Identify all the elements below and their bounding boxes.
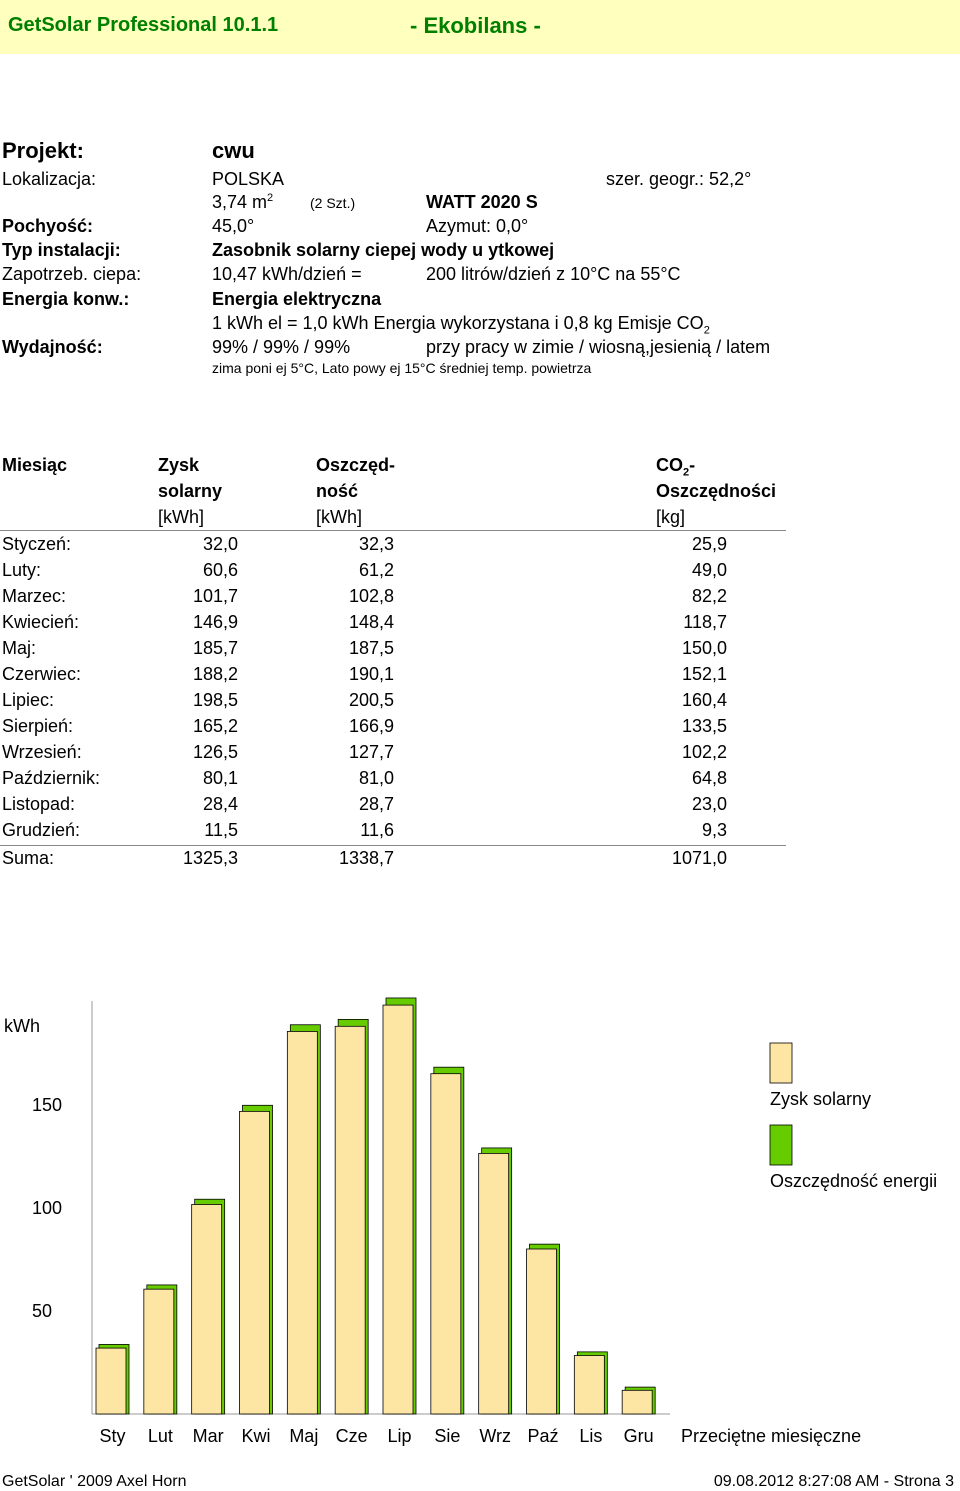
bar-zysk-solarny: [527, 1249, 557, 1414]
y-tick-label: 100: [32, 1198, 63, 1218]
cell-zysk: 28,4: [202, 794, 238, 814]
bar-zysk-solarny: [479, 1153, 509, 1414]
cell-co2: 9,3: [701, 820, 727, 840]
zapotrzeb-detail: 200 litrów/dzień z 10°C na 55°C: [426, 264, 681, 284]
bar-zysk-solarny: [383, 1005, 413, 1414]
table-sum-rule: [0, 845, 786, 846]
x-tick-label: Cze: [335, 1426, 368, 1446]
x-tick-label: Gru: [623, 1426, 654, 1446]
cell-month: Kwiecień:: [2, 612, 80, 632]
x-axis-label: Przeciętne miesięczne: [681, 1426, 862, 1446]
app-title: GetSolar Professional 10.1.1: [8, 14, 279, 36]
bar-zysk-solarny: [622, 1390, 652, 1414]
collector-model: WATT 2020 S: [426, 192, 538, 212]
cell-zysk: 165,2: [192, 716, 238, 736]
cell-oszczednosc: 200,5: [348, 690, 394, 710]
legend-label-zysk: Zysk solarny: [770, 1089, 872, 1109]
cell-zysk: 185,7: [192, 638, 238, 658]
cell-co2: 49,0: [691, 560, 727, 580]
bar-zysk-solarny: [96, 1348, 126, 1414]
cell-co2: 152,1: [681, 664, 727, 684]
wydajnosc-note: zima poni ej 5°C, Lato powy ej 15°C średniej temp. powietrza: [212, 360, 592, 376]
col-header-zysk: Zysk: [158, 455, 200, 475]
x-tick-label: Wrz: [479, 1426, 512, 1446]
cell-oszczednosc: 61,2: [358, 560, 394, 580]
energia-value: Energia elektryczna: [212, 289, 382, 309]
col-header-co2-2: Oszczędności: [656, 481, 777, 501]
cell-month: Czerwiec:: [2, 664, 82, 684]
cell-zysk: 80,1: [202, 768, 238, 788]
footer-right: 09.08.2012 8:27:08 AM - Strona 3: [713, 1473, 954, 1490]
cell-co2: 133,5: [681, 716, 727, 736]
cell-zysk: 188,2: [192, 664, 238, 684]
cell-co2: 25,9: [691, 534, 727, 554]
bar-zysk-solarny: [144, 1289, 174, 1414]
geo-latitude: szer. geogr.: 52,2°: [606, 169, 752, 189]
lokalizacja-value: POLSKA: [212, 169, 285, 189]
cell-month: Lipiec:: [2, 690, 55, 710]
x-tick-label: Sty: [99, 1426, 126, 1446]
x-tick-label: Lut: [147, 1426, 173, 1446]
cell-month: Maj:: [2, 638, 37, 658]
typ-value: Zasobnik solarny ciepej wody u ytkowej: [212, 240, 555, 260]
cell-month: Luty:: [2, 560, 42, 580]
cell-co2: 160,4: [681, 690, 727, 710]
projekt-value: cwu: [212, 138, 255, 163]
cell-month: Suma:: [2, 848, 55, 868]
footer-left: GetSolar ' 2009 Axel Horn: [2, 1473, 187, 1490]
bar-zysk-solarny: [240, 1111, 270, 1414]
cell-oszczednosc: 190,1: [348, 664, 394, 684]
y-axis-label: kWh: [4, 1016, 40, 1036]
col-header-osz: Oszczęd-: [316, 455, 396, 475]
col-header-co2-unit: [kg]: [656, 507, 686, 527]
lokalizacja-label: Lokalizacja:: [2, 169, 97, 189]
typ-label: Typ instalacji:: [2, 240, 121, 260]
report-title: - Ekobilans -: [410, 13, 541, 38]
pochylosc-label: Pochyość:: [2, 216, 94, 236]
bar-zysk-solarny: [431, 1074, 461, 1414]
zapotrzeb-value: 10,47 kWh/dzień =: [212, 264, 362, 284]
cell-month: Styczeń:: [2, 534, 72, 554]
cell-co2: 150,0: [681, 638, 727, 658]
cell-zysk: 60,6: [202, 560, 238, 580]
cell-co2: 23,0: [691, 794, 727, 814]
legend-label-oszczednosc: Oszczędność energii: [770, 1171, 938, 1191]
cell-zysk: 101,7: [192, 586, 238, 606]
legend-swatch-oszczednosc: [770, 1125, 792, 1165]
cell-oszczednosc: 187,5: [348, 638, 394, 658]
col-header-osz-unit: [kWh]: [316, 507, 363, 527]
report-header: [0, 0, 960, 54]
cell-zysk: 126,5: [192, 742, 238, 762]
cell-month: Październik:: [2, 768, 101, 788]
cell-co2: 82,2: [691, 586, 727, 606]
projekt-label: Projekt:: [2, 138, 84, 163]
col-header-zysk-unit: [kWh]: [158, 507, 205, 527]
energia-detail: 1 kWh el = 1,0 kWh Energia wykorzystana i 0,8 kg Emisje $CO_2$: [212, 313, 710, 337]
bar-zysk-solarny: [192, 1204, 222, 1414]
cell-zysk: 1325,3: [182, 848, 238, 868]
y-tick-label: 50: [32, 1301, 53, 1321]
pochylosc-value: 45,0°: [212, 216, 255, 236]
cell-oszczednosc: 127,7: [348, 742, 394, 762]
x-tick-label: Kwi: [241, 1426, 271, 1446]
cell-oszczednosc: 28,7: [358, 794, 394, 814]
x-tick-label: Sie: [434, 1426, 461, 1446]
cell-oszczednosc: 102,8: [348, 586, 394, 606]
wydajnosc-value: 99% / 99% / 99%: [212, 337, 351, 357]
cell-month: Marzec:: [2, 586, 67, 606]
cell-month: Grudzień:: [2, 820, 81, 840]
cell-co2: 102,2: [681, 742, 727, 762]
energia-label: Energia konw.:: [2, 289, 130, 309]
col-header-osz-2: ność: [316, 481, 359, 501]
cell-co2: 118,7: [683, 612, 727, 632]
cell-zysk: 146,9: [192, 612, 238, 632]
azymut-value: Azymut: 0,0°: [426, 216, 529, 236]
bar-chart: [0, 995, 960, 1465]
collector-area: 3,74 $m^2$: [212, 192, 274, 212]
cell-oszczednosc: 11,6: [360, 820, 394, 840]
x-tick-label: Maj: [289, 1426, 319, 1446]
cell-co2: 1071,0: [671, 848, 727, 868]
x-tick-label: Paź: [527, 1426, 559, 1446]
y-tick-label: 150: [32, 1095, 63, 1115]
bar-zysk-solarny: [287, 1031, 317, 1414]
cell-month: Sierpień:: [2, 716, 74, 736]
x-tick-label: Mar: [192, 1426, 224, 1446]
cell-zysk: 11,5: [204, 820, 238, 840]
bar-zysk-solarny: [335, 1026, 365, 1414]
cell-zysk: 32,0: [202, 534, 238, 554]
x-tick-label: Lis: [579, 1426, 603, 1446]
col-header-co2: $CO_2-$: [656, 455, 696, 479]
table-header-rule: [0, 530, 786, 531]
cell-month: Wrzesień:: [2, 742, 82, 762]
collector-count: (2 Szt.): [310, 195, 356, 211]
zapotrzeb-label: Zapotrzeb. ciepa:: [2, 264, 142, 284]
cell-month: Listopad:: [2, 794, 76, 814]
col-header-zysk-2: solarny: [158, 481, 223, 501]
cell-co2: 64,8: [691, 768, 727, 788]
cell-oszczednosc: 166,9: [348, 716, 394, 736]
wydajnosc-detail: przy pracy w zimie / wiosną,jesienią / latem: [426, 337, 771, 357]
cell-zysk: 198,5: [192, 690, 238, 710]
wydajnosc-label: Wydajność:: [2, 337, 103, 357]
cell-oszczednosc: 32,3: [358, 534, 394, 554]
legend-swatch-zysk: [770, 1043, 792, 1083]
cell-oszczednosc: 1338,7: [338, 848, 394, 868]
x-tick-label: Lip: [387, 1426, 412, 1446]
col-header-month: Miesiąc: [2, 455, 68, 475]
bar-zysk-solarny: [574, 1355, 604, 1414]
cell-oszczednosc: 148,4: [348, 612, 394, 632]
cell-oszczednosc: 81,0: [358, 768, 394, 788]
